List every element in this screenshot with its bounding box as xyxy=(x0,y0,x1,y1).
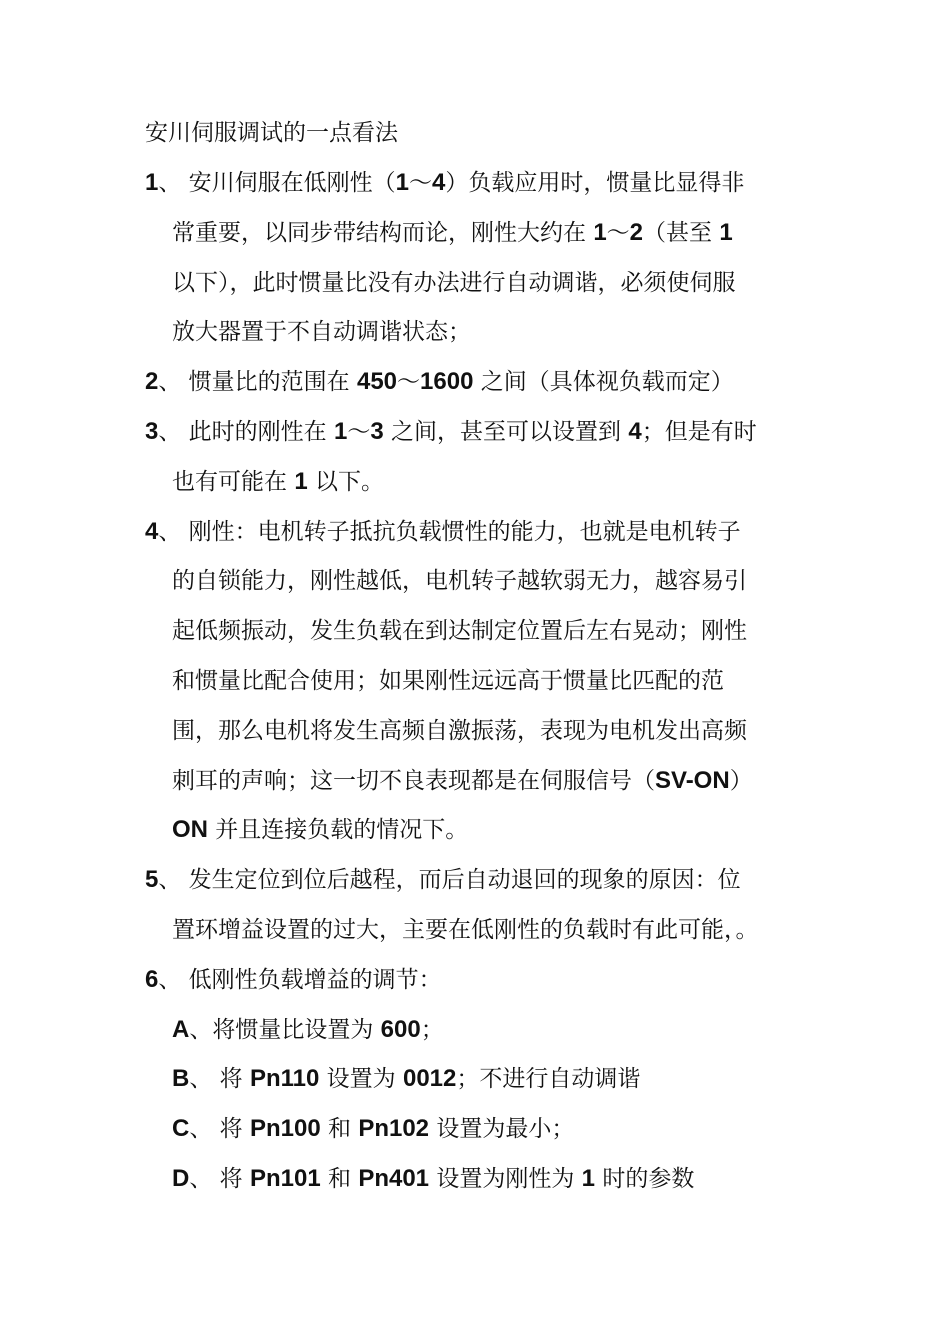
bold-text: 4 xyxy=(145,517,159,545)
list-item-1-continuation xyxy=(172,216,733,250)
list-item-4-continuation xyxy=(172,664,724,698)
list-item-1-continuation xyxy=(172,266,736,300)
bold-text: 1 xyxy=(581,1165,596,1192)
list-item-3 xyxy=(145,415,757,449)
bold-text: 1 xyxy=(294,467,308,495)
text-run: 刺耳的声响；这一切不良表现都是在伺服信号（ xyxy=(172,767,655,794)
sub-item-c xyxy=(172,1112,574,1146)
bold-text: 1 xyxy=(395,169,410,196)
bold-text: Pn100 xyxy=(249,1115,321,1143)
text-run: 设置为 xyxy=(319,1066,403,1093)
bold-text: C xyxy=(172,1115,190,1143)
text-run: 、 安川伺服在低刚性（ xyxy=(158,170,396,196)
list-item-4-continuation xyxy=(172,813,468,847)
text-run: 、 将 xyxy=(189,1066,250,1093)
list-item-4-continuation xyxy=(172,714,747,748)
text-run: ～ xyxy=(409,170,433,196)
list-item-3-continuation xyxy=(172,465,384,499)
sub-item-a xyxy=(172,1013,444,1047)
bold-text: 450 xyxy=(356,368,398,396)
bold-text: 4 xyxy=(628,418,642,445)
text-run: 围，那么电机将发生高频自激振荡，表现为电机发出高频 xyxy=(172,717,747,744)
bold-text: 2 xyxy=(145,368,159,396)
bold-text: 2 xyxy=(629,218,644,246)
bold-text: 600 xyxy=(380,1015,421,1043)
bold-text: SV-ON xyxy=(655,766,730,794)
text-run: ；不进行自动调谐 xyxy=(456,1066,641,1093)
list-item-1-continuation xyxy=(172,315,471,349)
bold-text: 3 xyxy=(370,418,384,445)
text-run: 置环增益设置的过大，主要在低刚性的负载时有此可能，。 xyxy=(172,917,759,943)
text-run: 之间（具体视负载而定） xyxy=(473,369,734,396)
text-run: 起低频振动，发生负载在到达制定位置后左右晃动；刚性 xyxy=(172,618,747,645)
bold-text: 3 xyxy=(145,418,159,445)
bold-text: 6 xyxy=(145,965,159,993)
list-item-4-continuation xyxy=(172,564,747,598)
bold-text: 0012 xyxy=(402,1065,457,1093)
text-run: 设置为刚性为 xyxy=(429,1166,582,1192)
text-run: 、 低刚性负载增益的调节： xyxy=(158,966,442,993)
bold-text: Pn401 xyxy=(358,1165,430,1192)
text-run: 设置为最小； xyxy=(429,1116,575,1143)
text-run: 、 将 xyxy=(189,1166,250,1192)
text-run: 的自锁能力，刚性越低，电机转子越软弱无力，越容易引 xyxy=(172,568,747,595)
text-run: 和 xyxy=(320,1166,359,1192)
bold-text: 1600 xyxy=(420,368,474,396)
bold-text: 1 xyxy=(145,169,159,196)
bold-text: 4 xyxy=(432,169,446,196)
text-run: 并且连接负载的情况下。 xyxy=(208,817,469,844)
list-item-4-continuation xyxy=(172,764,753,798)
text-run: 和 xyxy=(320,1116,359,1143)
document-title: 安川伺服调试的一点看法 xyxy=(145,120,398,146)
text-run: 、 此时的刚性在 xyxy=(158,419,334,445)
bold-text: Pn110 xyxy=(249,1065,320,1093)
list-item-5 xyxy=(145,863,741,897)
bold-text: 5 xyxy=(145,866,159,894)
text-run: 、 惯量比的范围在 xyxy=(158,369,357,396)
text-run: 常重要，以同步带结构而论，刚性大约在 xyxy=(172,219,594,246)
sub-item-b xyxy=(172,1062,640,1096)
text-run: 、 发生定位到位后越程，而后自动退回的现象的原因：位 xyxy=(158,867,741,894)
list-item-5-continuation xyxy=(172,913,759,947)
text-run: 、 将 xyxy=(189,1116,250,1143)
bold-text: ON xyxy=(172,816,208,844)
text-run: ～ xyxy=(397,369,421,396)
text-run: 以下），此时惯量比没有办法进行自动调谐，必须使伺服 xyxy=(172,269,736,296)
list-item-2 xyxy=(145,365,734,399)
text-run: （甚至 xyxy=(643,219,720,246)
text-run: 时的参数 xyxy=(595,1166,695,1192)
bold-text: Pn102 xyxy=(358,1115,430,1143)
list-item-6 xyxy=(145,963,442,997)
list-item-1 xyxy=(145,166,744,200)
text-run: ～ xyxy=(606,219,630,246)
bold-text: Pn101 xyxy=(249,1165,321,1192)
text-run: 以下。 xyxy=(307,468,384,495)
text-run: 、将惯量比设置为 xyxy=(189,1016,381,1043)
text-run: 放大器置于不自动调谐状态； xyxy=(172,319,471,346)
bold-text: B xyxy=(172,1065,190,1093)
bold-text: 1 xyxy=(593,218,607,246)
text-run: 也有可能在 xyxy=(172,468,295,495)
bold-text: D xyxy=(172,1165,190,1192)
bold-text: 1 xyxy=(719,218,733,246)
text-run: ～ xyxy=(347,419,371,445)
text-run: ；但是有时 xyxy=(641,419,757,445)
list-item-4 xyxy=(145,515,741,549)
text-run: 和惯量比配合使用；如果刚性远远高于惯量比匹配的范 xyxy=(172,668,724,694)
list-item-4-continuation xyxy=(172,614,747,648)
bold-text: 1 xyxy=(333,418,348,445)
text-run: ； xyxy=(420,1016,444,1043)
text-run: 之间，甚至可以设置到 xyxy=(383,419,629,445)
text-run: 、 刚性：电机转子抵抗负载惯性的能力，也就是电机转子 xyxy=(158,518,741,545)
bold-text: A xyxy=(172,1015,190,1043)
sub-item-d xyxy=(172,1162,694,1196)
text-run: ）负载应用时，惯量比显得非 xyxy=(445,170,745,196)
text-run: ） xyxy=(729,767,753,794)
